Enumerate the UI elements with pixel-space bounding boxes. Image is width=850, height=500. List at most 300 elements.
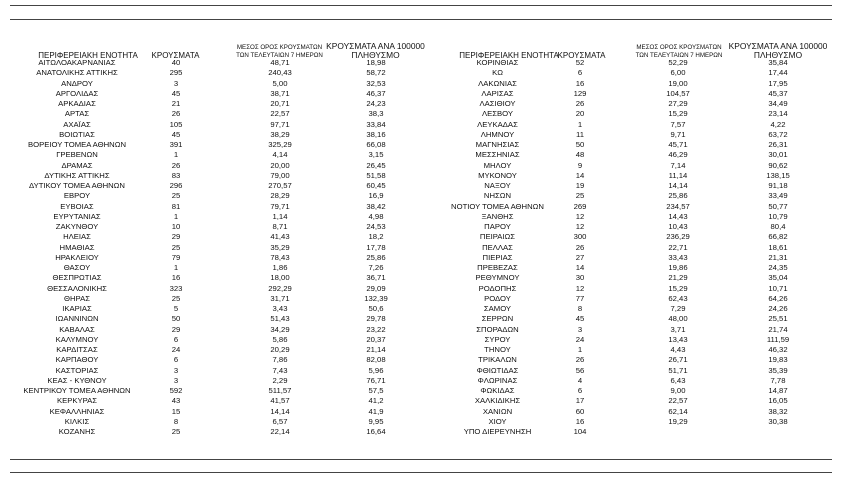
avg7-cell: 2,29: [272, 375, 288, 385]
region-cell: ΝΑΞΟΥ: [484, 181, 511, 190]
avg7-cell: 78,43: [270, 252, 290, 262]
region-cell: ΚΑΡΔΙΤΣΑΣ: [56, 345, 98, 354]
region-cell: ΚΟΡΙΝΘΙΑΣ: [476, 58, 519, 67]
per100k-cell: 18,98: [366, 58, 386, 67]
cases-cell: 12: [575, 222, 585, 231]
avg7-cell: 28,29: [270, 191, 290, 201]
region-cell: ΠΑΡΟΥ: [484, 222, 511, 231]
avg7-cell: 46,29: [668, 150, 688, 160]
cases-cell: 56: [575, 365, 585, 375]
avg7-cell: 45,71: [668, 140, 688, 149]
cases-cell: 1: [173, 150, 179, 160]
per100k-cell: 35,84: [768, 58, 788, 67]
cases-cell: 48: [575, 150, 585, 160]
cases-cell: 323: [169, 283, 183, 293]
cases-cell: 25: [171, 293, 181, 303]
per100k-cell: 66,82: [768, 232, 788, 242]
per100k-cell: 24,53: [366, 222, 386, 231]
avg7-cell: 79,00: [270, 170, 290, 180]
region-cell: ΧΑΝΙΩΝ: [482, 406, 513, 416]
avg7-cell: 14,14: [668, 181, 688, 190]
per100k-cell: 41,9: [368, 406, 384, 416]
avg7-cell: 41,43: [270, 232, 290, 242]
region-cell: ΔΡΑΜΑΣ: [61, 160, 93, 170]
bottom-rule-secondary: [10, 472, 832, 473]
avg7-cell: 15,29: [668, 109, 688, 119]
region-cell: ΣΥΡΟΥ: [484, 334, 511, 344]
cases-cell: 1: [577, 345, 583, 354]
avg7-cell: 22,57: [270, 109, 290, 119]
avg7-cell: 79,71: [270, 201, 290, 211]
avg7-cell: 3,71: [670, 324, 686, 334]
cases-cell: 295: [169, 68, 183, 78]
cases-cell: 105: [169, 119, 183, 129]
per100k-cell: 17,44: [768, 68, 788, 78]
region-cell: ΥΠΟ ΔΙΕΡΕΥΝΗΣΗ: [463, 427, 532, 436]
per100k-cell: 46,32: [768, 345, 788, 354]
cases-cell: 3: [173, 365, 179, 375]
per100k-cell: 19,83: [768, 355, 788, 365]
cases-cell: 300: [573, 232, 587, 242]
avg7-cell: 48,71: [270, 58, 290, 67]
per100k-cell: 17,95: [768, 78, 788, 88]
avg7-cell: 1,86: [272, 263, 288, 272]
per100k-cell: 10,71: [768, 283, 788, 293]
cases-cell: 40: [171, 58, 181, 67]
per100k-cell: 24,23: [366, 99, 386, 108]
cases-cell: 1: [173, 263, 179, 272]
per100k-cell: 4,98: [368, 211, 384, 221]
per100k-cell: 16,05: [768, 396, 788, 406]
cases-cell: 12: [575, 211, 585, 221]
cases-cell: 43: [171, 396, 181, 406]
region-cell: ΧΙΟΥ: [488, 416, 507, 426]
per100k-cell: 14,87: [768, 386, 788, 395]
per100k-cell: 17,78: [366, 242, 386, 252]
region-cell: ΠΙΕΡΙΑΣ: [482, 252, 513, 262]
avg7-cell: 240,43: [268, 68, 292, 78]
region-cell: ΑΧΑΪΑΣ: [63, 119, 91, 129]
region-cell: ΚΑΛΥΜΝΟΥ: [55, 334, 99, 344]
avg7-cell: 292,29: [268, 283, 292, 293]
region-cell: ΞΑΝΘΗΣ: [481, 211, 514, 221]
region-cell: ΙΩΑΝΝΙΝΩΝ: [55, 314, 99, 324]
per100k-cell: 66,08: [366, 140, 386, 149]
cases-cell: 50: [575, 140, 585, 149]
per100k-cell: 23,22: [366, 324, 386, 334]
cases-cell: 391: [169, 140, 183, 149]
cases-cell: 10: [171, 222, 181, 231]
per100k-cell: 24,26: [768, 304, 788, 313]
region-cell: ΛΕΥΚΑΔΑΣ: [477, 119, 518, 129]
header-cases-label: ΚΡΟΥΣΜΑΤΑ: [151, 51, 200, 60]
avg7-cell: 14,14: [270, 406, 290, 416]
per100k-cell: 24,35: [768, 263, 788, 272]
per100k-cell: 36,71: [366, 273, 386, 283]
top-rule: [10, 5, 832, 6]
per100k-cell: 90,62: [768, 160, 788, 170]
avg7-cell: 104,57: [666, 88, 690, 98]
region-cell: ΘΕΣΠΡΩΤΙΑΣ: [52, 273, 102, 283]
avg7-cell: 20,71: [270, 99, 290, 108]
region-cell: ΚΩ: [492, 68, 503, 78]
header-per100k-right: [718, 36, 838, 60]
header-cases-label: ΚΡΟΥΣΜΑΤΑ: [557, 51, 606, 60]
per100k-cell: 29,78: [366, 314, 386, 324]
avg7-cell: 7,43: [272, 365, 288, 375]
region-cell: ΡΟΔΟΠΗΣ: [478, 283, 517, 293]
cases-cell: 104: [573, 427, 587, 436]
header-per100k-label: ΚΡΟΥΣΜΑΤΑ ΑΝΑ 100000 ΠΛΗΘΥΣΜΟ: [728, 41, 828, 60]
cases-cell: 1: [577, 119, 583, 129]
avg7-cell: 19,00: [668, 78, 688, 88]
region-cell: ΝΟΤΙΟΥ ΤΟΜΕΑ ΑΘΗΝΩΝ: [451, 201, 544, 211]
region-cell: ΠΕΙΡΑΙΩΣ: [479, 232, 516, 242]
avg7-cell: 33,43: [668, 252, 688, 262]
cases-cell: 4: [577, 375, 583, 385]
avg7-cell: 19,86: [668, 263, 688, 272]
region-cell: ΛΑΚΩΝΙΑΣ: [478, 78, 517, 88]
per100k-cell: 33,84: [366, 119, 386, 129]
avg7-cell: 11,14: [668, 170, 688, 180]
cases-cell: 17: [575, 396, 585, 406]
region-cell: ΒΟΡΕΙΟΥ ΤΟΜΕΑ ΑΘΗΝΩΝ: [27, 140, 127, 149]
region-cell: ΕΥΒΟΙΑΣ: [60, 201, 94, 211]
cases-cell: 16: [575, 416, 585, 426]
region-cell: ΗΛΕΙΑΣ: [63, 232, 91, 242]
avg7-cell: 20,00: [270, 160, 290, 170]
region-cell: ΜΑΓΝΗΣΙΑΣ: [475, 140, 520, 149]
header-avg-label: ΜΕΣΟΣ ΟΡΟΣ ΚΡΟΥΣΜΑΤΩΝ ΤΩΝ ΤΕΛΕΥΤΑΙΩΝ 7 ΗΜΕΡΩΝ: [635, 44, 723, 59]
avg7-cell: 22,57: [668, 396, 688, 406]
avg7-cell: 22,71: [668, 242, 688, 252]
avg7-cell: 7,14: [670, 160, 686, 170]
bottom-rule: [10, 459, 832, 460]
avg7-cell: 38,71: [270, 88, 290, 98]
per100k-cell: 9,95: [368, 416, 384, 426]
cases-cell: 8: [173, 416, 179, 426]
avg7-cell: 51,71: [668, 365, 688, 375]
region-cell: ΔΥΤΙΚΗΣ ΑΤΤΙΚΗΣ: [44, 170, 110, 180]
region-cell: ΦΛΩΡΙΝΑΣ: [477, 375, 518, 385]
avg7-cell: 22,14: [270, 427, 290, 436]
avg7-cell: 41,57: [270, 396, 290, 406]
per100k-cell: 57,5: [368, 386, 384, 395]
cases-cell: 8: [577, 304, 583, 313]
avg7-cell: 4,14: [272, 150, 288, 160]
header-per100k-left: [318, 36, 433, 60]
per100k-cell: 45,37: [768, 88, 788, 98]
per100k-cell: 3,15: [368, 150, 384, 160]
cases-cell: 12: [575, 283, 585, 293]
per100k-cell: 7,26: [368, 263, 384, 272]
avg7-cell: 31,71: [270, 293, 290, 303]
region-cell: ΚΑΡΠΑΘΟΥ: [55, 355, 99, 365]
cases-cell: 16: [171, 273, 181, 283]
per100k-cell: 138,15: [766, 170, 790, 180]
region-cell: ΒΟΙΩΤΙΑΣ: [59, 129, 95, 139]
region-cell: ΣΠΟΡΑΔΩΝ: [476, 324, 519, 334]
header-cases-left: [138, 36, 213, 60]
per100k-cell: 60,45: [366, 181, 386, 190]
cases-cell: 24: [575, 334, 585, 344]
per100k-cell: 38,42: [366, 201, 386, 211]
per100k-cell: 26,31: [768, 140, 788, 149]
cases-cell: 3: [173, 375, 179, 385]
region-cell: ΚΙΛΚΙΣ: [64, 416, 90, 426]
cases-cell: 19: [575, 181, 585, 190]
region-cell: ΣΕΡΡΩΝ: [481, 314, 514, 324]
cases-cell: 296: [169, 181, 183, 190]
avg7-cell: 8,71: [272, 222, 288, 231]
avg7-cell: 15,29: [668, 283, 688, 293]
avg7-cell: 25,86: [668, 191, 688, 201]
cases-cell: 6: [577, 386, 583, 395]
per100k-cell: 34,49: [768, 99, 788, 108]
avg7-cell: 325,29: [268, 140, 292, 149]
avg7-cell: 10,43: [668, 222, 688, 231]
cases-cell: 15: [171, 406, 181, 416]
avg7-cell: 62,14: [668, 406, 688, 416]
region-cell: ΠΡΕΒΕΖΑΣ: [477, 263, 518, 272]
region-cell: ΡΟΔΟΥ: [484, 293, 511, 303]
region-cell: ΑΡΓΟΛΙΔΑΣ: [55, 88, 99, 98]
avg7-cell: 9,00: [670, 386, 686, 395]
per100k-cell: 32,53: [366, 78, 386, 88]
region-cell: ΛΑΡΙΣΑΣ: [481, 88, 514, 98]
avg7-cell: 6,00: [670, 68, 686, 78]
per100k-cell: 51,58: [366, 170, 386, 180]
cases-cell: 30: [575, 273, 585, 283]
per100k-cell: 76,71: [366, 375, 386, 385]
region-cell: ΖΑΚΥΝΘΟΥ: [55, 222, 99, 231]
region-cell: ΚΕΡΚΥΡΑΣ: [56, 396, 98, 406]
avg7-cell: 21,29: [668, 273, 688, 283]
avg7-cell: 5,86: [272, 334, 288, 344]
per100k-cell: 50,77: [768, 201, 788, 211]
avg7-cell: 20,29: [270, 345, 290, 354]
cases-cell: 26: [575, 242, 585, 252]
avg7-cell: 234,57: [666, 201, 690, 211]
per100k-cell: 18,2: [368, 232, 384, 242]
avg7-cell: 7,86: [272, 355, 288, 365]
cases-cell: 25: [171, 427, 181, 436]
per100k-cell: 21,14: [366, 345, 386, 354]
region-cell: ΜΗΛΟΥ: [483, 160, 512, 170]
cases-cell: 6: [173, 334, 179, 344]
cases-cell: 269: [573, 201, 587, 211]
region-cell: ΛΗΜΝΟΥ: [480, 129, 515, 139]
per100k-cell: 41,2: [368, 396, 384, 406]
per100k-cell: 21,31: [768, 252, 788, 262]
cases-cell: 6: [577, 68, 583, 78]
cases-cell: 14: [575, 170, 585, 180]
cases-cell: 26: [575, 355, 585, 365]
region-cell: ΓΡΕΒΕΝΩΝ: [56, 150, 98, 160]
region-cell: ΝΗΣΩΝ: [483, 191, 512, 201]
per100k-cell: 111,59: [766, 334, 790, 344]
avg7-cell: 35,29: [270, 242, 290, 252]
region-cell: ΗΡΑΚΛΕΙΟΥ: [55, 252, 99, 262]
region-cell: ΘΕΣΣΑΛΟΝΙΚΗΣ: [47, 283, 107, 293]
cases-cell: 11: [576, 129, 584, 139]
region-cell: ΔΥΤΙΚΟΥ ΤΟΜΕΑ ΑΘΗΝΩΝ: [29, 181, 125, 190]
region-cell: ΦΩΚΙΔΑΣ: [480, 386, 515, 395]
per100k-cell: 26,45: [366, 160, 386, 170]
region-cell: ΛΕΣΒΟΥ: [481, 109, 513, 119]
region-cell: ΚΑΣΤΟΡΙΑΣ: [55, 365, 99, 375]
region-cell: ΘΗΡΑΣ: [64, 293, 90, 303]
region-cell: ΗΜΑΘΙΑΣ: [59, 242, 95, 252]
per100k-cell: 35,04: [768, 273, 788, 283]
avg7-cell: 6,57: [272, 416, 288, 426]
per100k-cell: 7,78: [770, 375, 786, 385]
cases-cell: 26: [171, 109, 181, 119]
region-cell: ΣΑΜΟΥ: [483, 304, 512, 313]
cases-cell: 52: [575, 58, 585, 67]
region-cell: ΤΗΝΟΥ: [484, 345, 511, 354]
avg7-cell: 97,71: [270, 119, 290, 129]
region-cell: ΕΒΡΟΥ: [63, 191, 91, 201]
per100k-cell: 4,22: [770, 119, 786, 129]
region-cell: ΜΥΚΟΝΟΥ: [478, 170, 517, 180]
header-per100k-label: ΚΡΟΥΣΜΑΤΑ ΑΝΑ 100000 ΠΛΗΘΥΣΜΟ: [326, 41, 425, 60]
per100k-cell: 46,37: [366, 88, 386, 98]
avg7-cell: 51,43: [270, 314, 290, 324]
cases-cell: 77: [575, 293, 585, 303]
cases-cell: 26: [575, 99, 585, 108]
region-cell: ΡΕΘΥΜΝΟΥ: [475, 273, 520, 283]
per100k-cell: 18,61: [768, 242, 788, 252]
cases-cell: 26: [171, 160, 181, 170]
top-rule-secondary: [10, 19, 832, 20]
per100k-cell: 91,18: [768, 181, 788, 190]
avg7-cell: 7,57: [670, 119, 686, 129]
region-cell: ΜΕΣΣΗΝΙΑΣ: [475, 150, 520, 160]
per100k-cell: 80,4: [770, 222, 786, 231]
cases-cell: 60: [575, 406, 585, 416]
per100k-cell: 38,32: [768, 406, 788, 416]
region-cell: ΙΚΑΡΙΑΣ: [62, 304, 92, 313]
header-region-label: ΠΕΡΙΦΕΡΕΙΑΚΗ ΕΝΟΤΗΤΑ: [459, 51, 559, 60]
per100k-cell: 30,01: [768, 150, 788, 160]
avg7-cell: 48,00: [668, 314, 688, 324]
per100k-cell: 20,37: [366, 334, 386, 344]
cases-cell: 24: [171, 345, 181, 354]
cases-cell: 16: [575, 78, 585, 88]
per100k-cell: 82,08: [366, 355, 386, 365]
avg7-cell: 14,43: [668, 211, 688, 221]
avg7-cell: 270,57: [268, 181, 292, 190]
region-cell: ΠΕΛΛΑΣ: [482, 242, 513, 252]
per100k-cell: 38,16: [366, 129, 386, 139]
avg7-cell: 18,00: [270, 273, 290, 283]
per100k-cell: 10,79: [768, 211, 788, 221]
cases-cell: 45: [171, 129, 181, 139]
region-cell: ΚΑΒΑΛΑΣ: [59, 324, 95, 334]
cases-cell: 21: [171, 99, 181, 108]
region-cell: ΤΡΙΚΑΛΩΝ: [478, 355, 517, 365]
per100k-cell: 33,49: [768, 191, 788, 201]
avg7-cell: 236,29: [666, 232, 690, 242]
cases-cell: 83: [171, 170, 181, 180]
per100k-cell: 23,14: [768, 109, 788, 119]
per100k-cell: 132,39: [364, 293, 388, 303]
per100k-cell: 29,09: [366, 283, 386, 293]
avg7-cell: 3,43: [272, 304, 288, 313]
cases-cell: 592: [169, 386, 183, 395]
region-cell: ΛΑΣΙΘΙΟΥ: [479, 99, 516, 108]
region-cell: ΑΙΤΩΛΟΑΚΑΡΝΑΝΙΑΣ: [38, 58, 116, 67]
cases-cell: 45: [575, 314, 585, 324]
cases-cell: 129: [573, 88, 587, 98]
region-cell: ΧΑΛΚΙΔΙΚΗΣ: [474, 396, 521, 406]
avg7-cell: 1,14: [272, 211, 288, 221]
cases-cell: 25: [575, 191, 585, 201]
per100k-cell: 63,72: [768, 129, 788, 139]
cases-cell: 25: [171, 191, 181, 201]
cases-cell: 79: [171, 252, 181, 262]
header-region-label: ΠΕΡΙΦΕΡΕΙΑΚΗ ΕΝΟΤΗΤΑ: [38, 51, 138, 60]
per100k-cell: 64,26: [768, 293, 788, 303]
per100k-cell: 16,64: [366, 427, 386, 436]
per100k-cell: 35,39: [768, 365, 788, 375]
region-cell: ΑΝΔΡΟΥ: [61, 78, 93, 88]
cases-cell: 45: [171, 88, 181, 98]
avg7-cell: 6,43: [670, 375, 686, 385]
cases-cell: 5: [173, 304, 179, 313]
cases-cell: 3: [173, 78, 179, 88]
region-cell: ΑΡΚΑΔΙΑΣ: [58, 99, 96, 108]
avg7-cell: 27,29: [668, 99, 688, 108]
region-cell: ΘΑΣΟΥ: [63, 263, 91, 272]
avg7-cell: 511,57: [268, 386, 292, 395]
cases-cell: 29: [171, 232, 181, 242]
cases-cell: 9: [577, 160, 583, 170]
per100k-cell: 50,6: [368, 304, 384, 313]
avg7-cell: 9,71: [670, 129, 686, 139]
cases-cell: 6: [173, 355, 179, 365]
per100k-cell: 25,86: [366, 252, 386, 262]
region-cell: ΑΝΑΤΟΛΙΚΗΣ ΑΤΤΙΚΗΣ: [36, 68, 118, 78]
per100k-cell: 58,72: [366, 68, 386, 78]
cases-cell: 25: [171, 242, 181, 252]
region-cell: ΚΟΖΑΝΗΣ: [58, 427, 96, 436]
per100k-cell: 25,51: [768, 314, 788, 324]
per100k-cell: 5,96: [368, 365, 384, 375]
region-cell: ΦΘΙΩΤΙΔΑΣ: [476, 365, 519, 375]
region-cell: ΚΕΦΑΛΛΗΝΙΑΣ: [49, 406, 105, 416]
cases-cell: 81: [171, 201, 181, 211]
avg7-cell: 13,43: [668, 334, 688, 344]
avg7-cell: 38,29: [270, 129, 290, 139]
per100k-cell: 30,38: [768, 416, 788, 426]
cases-cell: 50: [171, 314, 181, 324]
cases-cell: 20: [575, 109, 585, 119]
region-cell: ΚΕΝΤΡΙΚΟΥ ΤΟΜΕΑ ΑΘΗΝΩΝ: [23, 386, 131, 395]
region-cell: ΚΕΑΣ - ΚΥΘΝΟΥ: [47, 375, 107, 385]
per100k-cell: 16,9: [368, 191, 384, 201]
header-cases-right: [544, 36, 619, 60]
avg7-cell: 4,43: [670, 345, 686, 354]
cases-cell: 29: [171, 324, 181, 334]
avg7-cell: 26,71: [668, 355, 688, 365]
avg7-cell: 19,29: [668, 416, 688, 426]
region-cell: ΕΥΡΥΤΑΝΙΑΣ: [53, 211, 101, 221]
cases-cell: 3: [577, 324, 583, 334]
header-avg-label: ΜΕΣΟΣ ΟΡΟΣ ΚΡΟΥΣΜΑΤΩΝ ΤΩΝ ΤΕΛΕΥΤΑΙΩΝ 7 ΗΜΕΡΩΝ: [236, 44, 323, 59]
per100k-cell: 21,74: [768, 324, 788, 334]
